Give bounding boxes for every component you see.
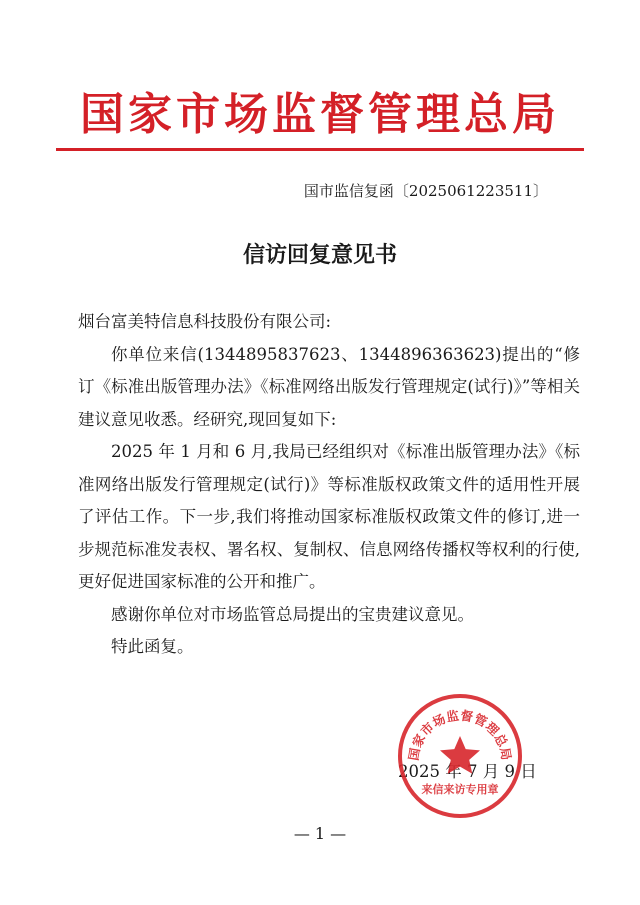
document-number: 国市监信复函〔2025061223511〕 [303, 182, 548, 200]
seal-inner-text: 来信来访专用章 [421, 783, 499, 796]
letter-body [78, 306, 580, 664]
letterhead-title: 国家市场监督管理总局 [80, 89, 560, 140]
paragraph-1: 你单位来信(1344895837623、1344896363623)提出的“修订《标准出版管理办法》《标准网络出版发行管理规定(试行)》”等相关建议意见收悉。经研究,现回复如下: [78, 344, 580, 429]
page-number: — 1 — [293, 824, 347, 843]
letterhead-rule [56, 148, 584, 151]
seal-star-icon [440, 736, 480, 774]
official-seal [396, 692, 524, 820]
salutation: 烟台富美特信息科技股份有限公司: [78, 312, 332, 331]
paragraph-4: 特此函复。 [111, 637, 194, 656]
signature-date: 2025 年 7 月 9 日 [398, 762, 537, 781]
seal-outer-text: 国家市场监督管理总局 [405, 707, 515, 762]
document-title: 信访回复意见书 [242, 242, 397, 268]
paragraph-2: 2025 年 1 月和 6 月,我局已经组织对《标准出版管理办法》《标准网络出版发行管理规定(试行)》等标准版权政策文件的适用性开展了评估工作。下一步,我们将推动国家标准版权政策文件的修订,进一步规范标准发表权、署名权、复制权、信息网络传播权等权利的行使,更好促进国家标准的公开和推广。 [78, 442, 580, 591]
paragraph-3: 感谢你单位对市场监管总局提出的宝贵建议意见。 [111, 604, 474, 624]
